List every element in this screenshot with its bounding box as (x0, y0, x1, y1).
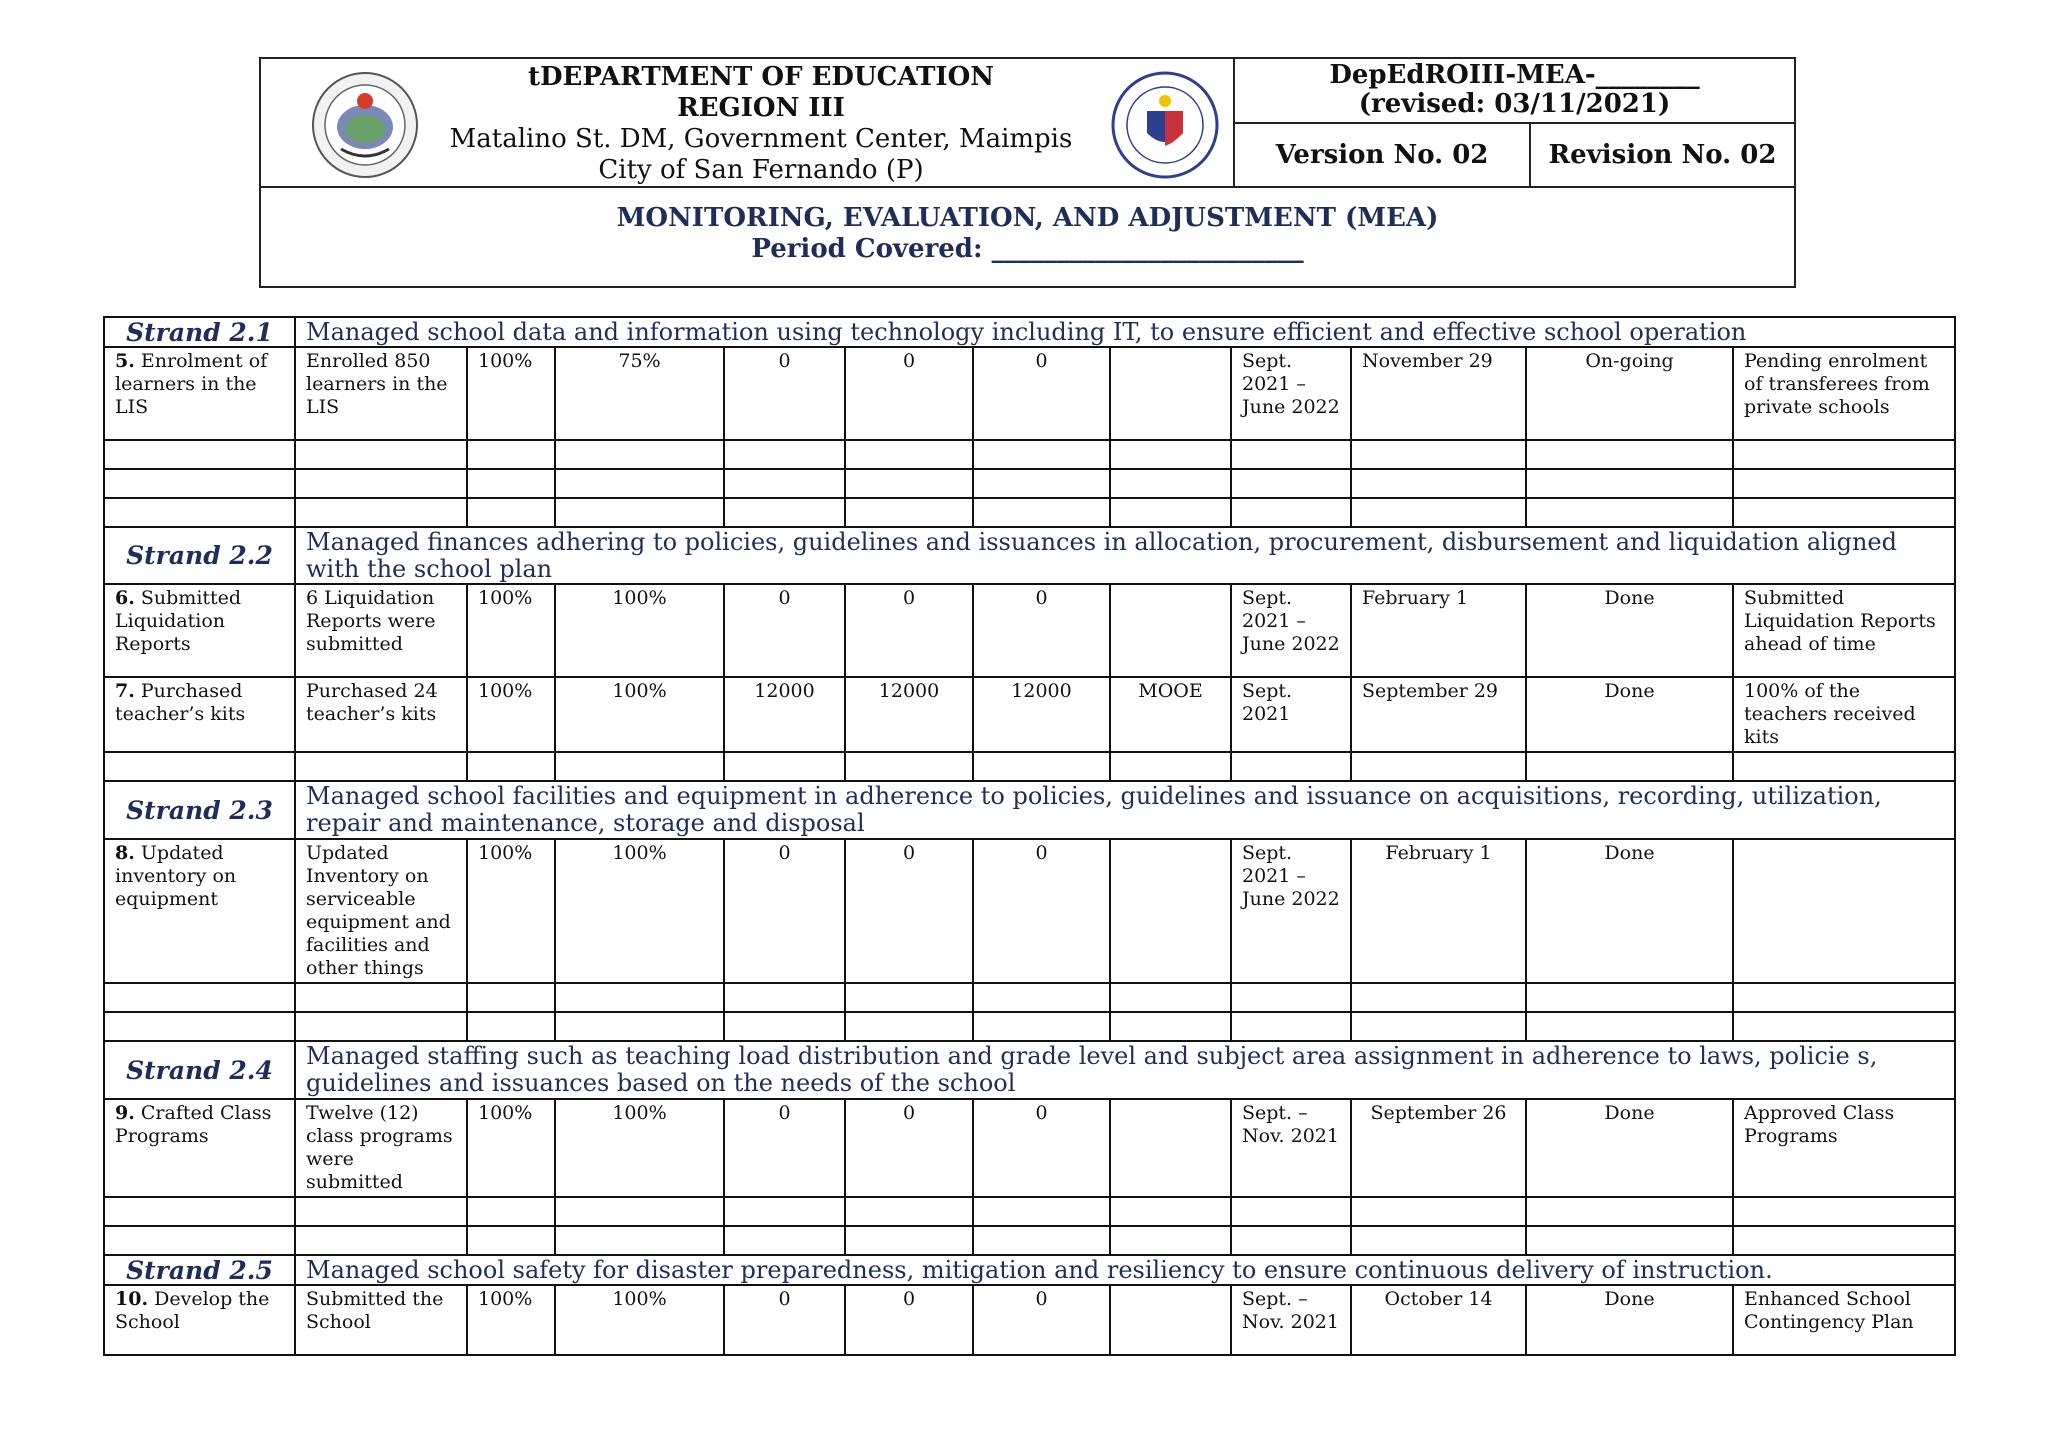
budget-cell: 0 (724, 1099, 845, 1197)
source-cell (1110, 584, 1231, 677)
table-row (104, 839, 1955, 983)
output-cell: Purchased 24 teacher’s kits (295, 677, 467, 752)
document-header (259, 57, 1796, 288)
date-cell: September 26 (1351, 1099, 1526, 1197)
status-cell: Done (1526, 584, 1733, 677)
status-cell: Done (1526, 1285, 1733, 1355)
document-code-block (1235, 59, 1794, 124)
empty-row (104, 1197, 1955, 1226)
table-row (104, 1099, 1955, 1197)
remarks-cell: 100% of the teachers received kits (1733, 677, 1955, 752)
empty-row (104, 440, 1955, 469)
utilized-cell: 0 (845, 584, 973, 677)
strand-label: Strand 2.3 (104, 781, 295, 839)
date-cell: February 1 (1351, 584, 1526, 677)
balance-cell: 12000 (973, 677, 1110, 752)
empty-row (104, 752, 1955, 781)
source-cell (1110, 1285, 1231, 1355)
table-row (104, 584, 1955, 677)
accomplished-cell: 100% (555, 1285, 724, 1355)
activity-cell: Develop the School (115, 1288, 270, 1333)
target-cell: 100% (467, 347, 555, 440)
strand-description: Managed school safety for disaster preparedness, mitigation and resiliency to ensure continuous delivery of instruction. (295, 1255, 1955, 1285)
strand-description: Managed staffing such as teaching load distribution and grade level and subject area assignment in adherence to laws, policie s, guidelines and issuances based on the needs of the school (295, 1041, 1955, 1099)
date-cell: February 1 (1351, 839, 1526, 983)
row-number: 8. (115, 842, 135, 864)
strand-label: Strand 2.5 (104, 1255, 295, 1285)
activity-cell: Enrolment of learners in the LIS (115, 350, 268, 418)
remarks-cell: Approved Class Programs (1733, 1099, 1955, 1197)
strand-label: Strand 2.1 (104, 317, 295, 347)
accomplished-cell: 100% (555, 839, 724, 983)
strand-section-2-5 (104, 1255, 1955, 1355)
agency-region: REGION III (677, 93, 845, 123)
remarks-cell: Enhanced School Contingency Plan (1733, 1285, 1955, 1355)
budget-cell: 0 (724, 347, 845, 440)
source-cell (1110, 1099, 1231, 1197)
status-cell: Done (1526, 677, 1733, 752)
utilized-cell: 0 (845, 839, 973, 983)
balance-cell: 0 (973, 1285, 1110, 1355)
mea-table (103, 316, 1956, 1356)
agency-address-line2: City of San Fernando (P) (598, 155, 924, 185)
activity-cell: Purchased teacher’s kits (115, 680, 246, 725)
empty-row (104, 469, 1955, 498)
row-number: 7. (115, 680, 135, 702)
balance-cell: 0 (973, 347, 1110, 440)
remarks-cell: Submitted Liquidation Reports ahead of time (1733, 584, 1955, 677)
empty-row (104, 983, 1955, 1012)
remarks-cell (1733, 839, 1955, 983)
strand-description: Managed school facilities and equipment in adherence to policies, guidelines and issuance on acquisitions, recording, utilization, repair and maintenance, storage and disposal (295, 781, 1955, 839)
utilized-cell: 0 (845, 1099, 973, 1197)
revision-number: Revision No. 02 (1531, 124, 1794, 188)
revised-date: (revised: 03/11/2021) (1358, 89, 1671, 119)
source-cell (1110, 347, 1231, 440)
timeline-cell: Sept. – Nov. 2021 (1231, 1285, 1351, 1355)
strand-description: Managed school data and information using technology including IT, to ensure efficient and effective school operation (295, 317, 1955, 347)
source-cell (1110, 839, 1231, 983)
status-cell: Done (1526, 1099, 1733, 1197)
budget-cell: 12000 (724, 677, 845, 752)
accomplished-cell: 100% (555, 1099, 724, 1197)
date-cell: November 29 (1351, 347, 1526, 440)
activity-cell: Updated inventory on equipment (115, 842, 237, 910)
target-cell: 100% (467, 584, 555, 677)
empty-row (104, 1226, 1955, 1255)
form-title: MONITORING, EVALUATION, AND ADJUSTMENT (MEA) (616, 203, 1439, 233)
table-row (104, 677, 1955, 752)
strand-label: Strand 2.2 (104, 527, 295, 584)
strand-label: Strand 2.4 (104, 1041, 295, 1099)
table-row (104, 347, 1955, 440)
form-title-block (261, 188, 1794, 286)
deped-seal-logo (311, 71, 419, 179)
activity-cell: Crafted Class Programs (115, 1102, 272, 1147)
row-number: 9. (115, 1102, 135, 1124)
timeline-cell: Sept. 2021 – June 2022 (1231, 839, 1351, 983)
utilized-cell: 12000 (845, 677, 973, 752)
target-cell: 100% (467, 1285, 555, 1355)
output-cell: Updated Inventory on serviceable equipment and facilities and other things (295, 839, 467, 983)
output-cell: 6 Liquidation Reports were submitted (295, 584, 467, 677)
strand-section-2-1 (104, 317, 1955, 527)
version-number: Version No. 02 (1235, 124, 1531, 188)
agency-name: tDEPARTMENT OF EDUCATION (527, 62, 995, 92)
accomplished-cell: 100% (555, 677, 724, 752)
output-cell: Enrolled 850 learners in the LIS (295, 347, 467, 440)
target-cell: 100% (467, 677, 555, 752)
table-row (104, 1285, 1955, 1355)
agency-block (261, 59, 1235, 188)
target-cell: 100% (467, 839, 555, 983)
utilized-cell: 0 (845, 1285, 973, 1355)
budget-cell: 0 (724, 584, 845, 677)
strand-section-2-4 (104, 1041, 1955, 1255)
balance-cell: 0 (973, 1099, 1110, 1197)
period-covered: Period Covered: ________________________ (751, 234, 1304, 264)
document-code: DepEdROIII-MEA-________ (1329, 60, 1700, 90)
budget-cell: 0 (724, 839, 845, 983)
output-cell: Submitted the School (295, 1285, 467, 1355)
budget-cell: 0 (724, 1285, 845, 1355)
kagawaran-seal-logo (1111, 71, 1219, 179)
strand-section-2-2 (104, 527, 1955, 781)
status-cell: Done (1526, 839, 1733, 983)
utilized-cell: 0 (845, 347, 973, 440)
timeline-cell: Sept. – Nov. 2021 (1231, 1099, 1351, 1197)
agency-address-line1: Matalino St. DM, Government Center, Maimpis (449, 124, 1073, 154)
timeline-cell: Sept. 2021 – June 2022 (1231, 347, 1351, 440)
remarks-cell: Pending enrolment of transferees from private schools (1733, 347, 1955, 440)
balance-cell: 0 (973, 839, 1110, 983)
row-number: 5. (115, 350, 135, 372)
date-cell: October 14 (1351, 1285, 1526, 1355)
strand-description: Managed finances adhering to policies, guidelines and issuances in allocation, procurement, disbursement and liquidation aligned with the school plan (295, 527, 1955, 584)
target-cell: 100% (467, 1099, 555, 1197)
source-cell: MOOE (1110, 677, 1231, 752)
empty-row (104, 498, 1955, 527)
accomplished-cell: 100% (555, 584, 724, 677)
status-cell: On-going (1526, 347, 1733, 440)
timeline-cell: Sept. 2021 (1231, 677, 1351, 752)
date-cell: September 29 (1351, 677, 1526, 752)
row-number: 10. (115, 1288, 149, 1310)
balance-cell: 0 (973, 584, 1110, 677)
empty-row (104, 1012, 1955, 1041)
row-number: 6. (115, 587, 135, 609)
strand-section-2-3 (104, 781, 1955, 1041)
accomplished-cell: 75% (555, 347, 724, 440)
output-cell: Twelve (12) class programs were submitted (295, 1099, 467, 1197)
timeline-cell: Sept. 2021 – June 2022 (1231, 584, 1351, 677)
activity-cell: Submitted Liquidation Reports (115, 587, 242, 655)
